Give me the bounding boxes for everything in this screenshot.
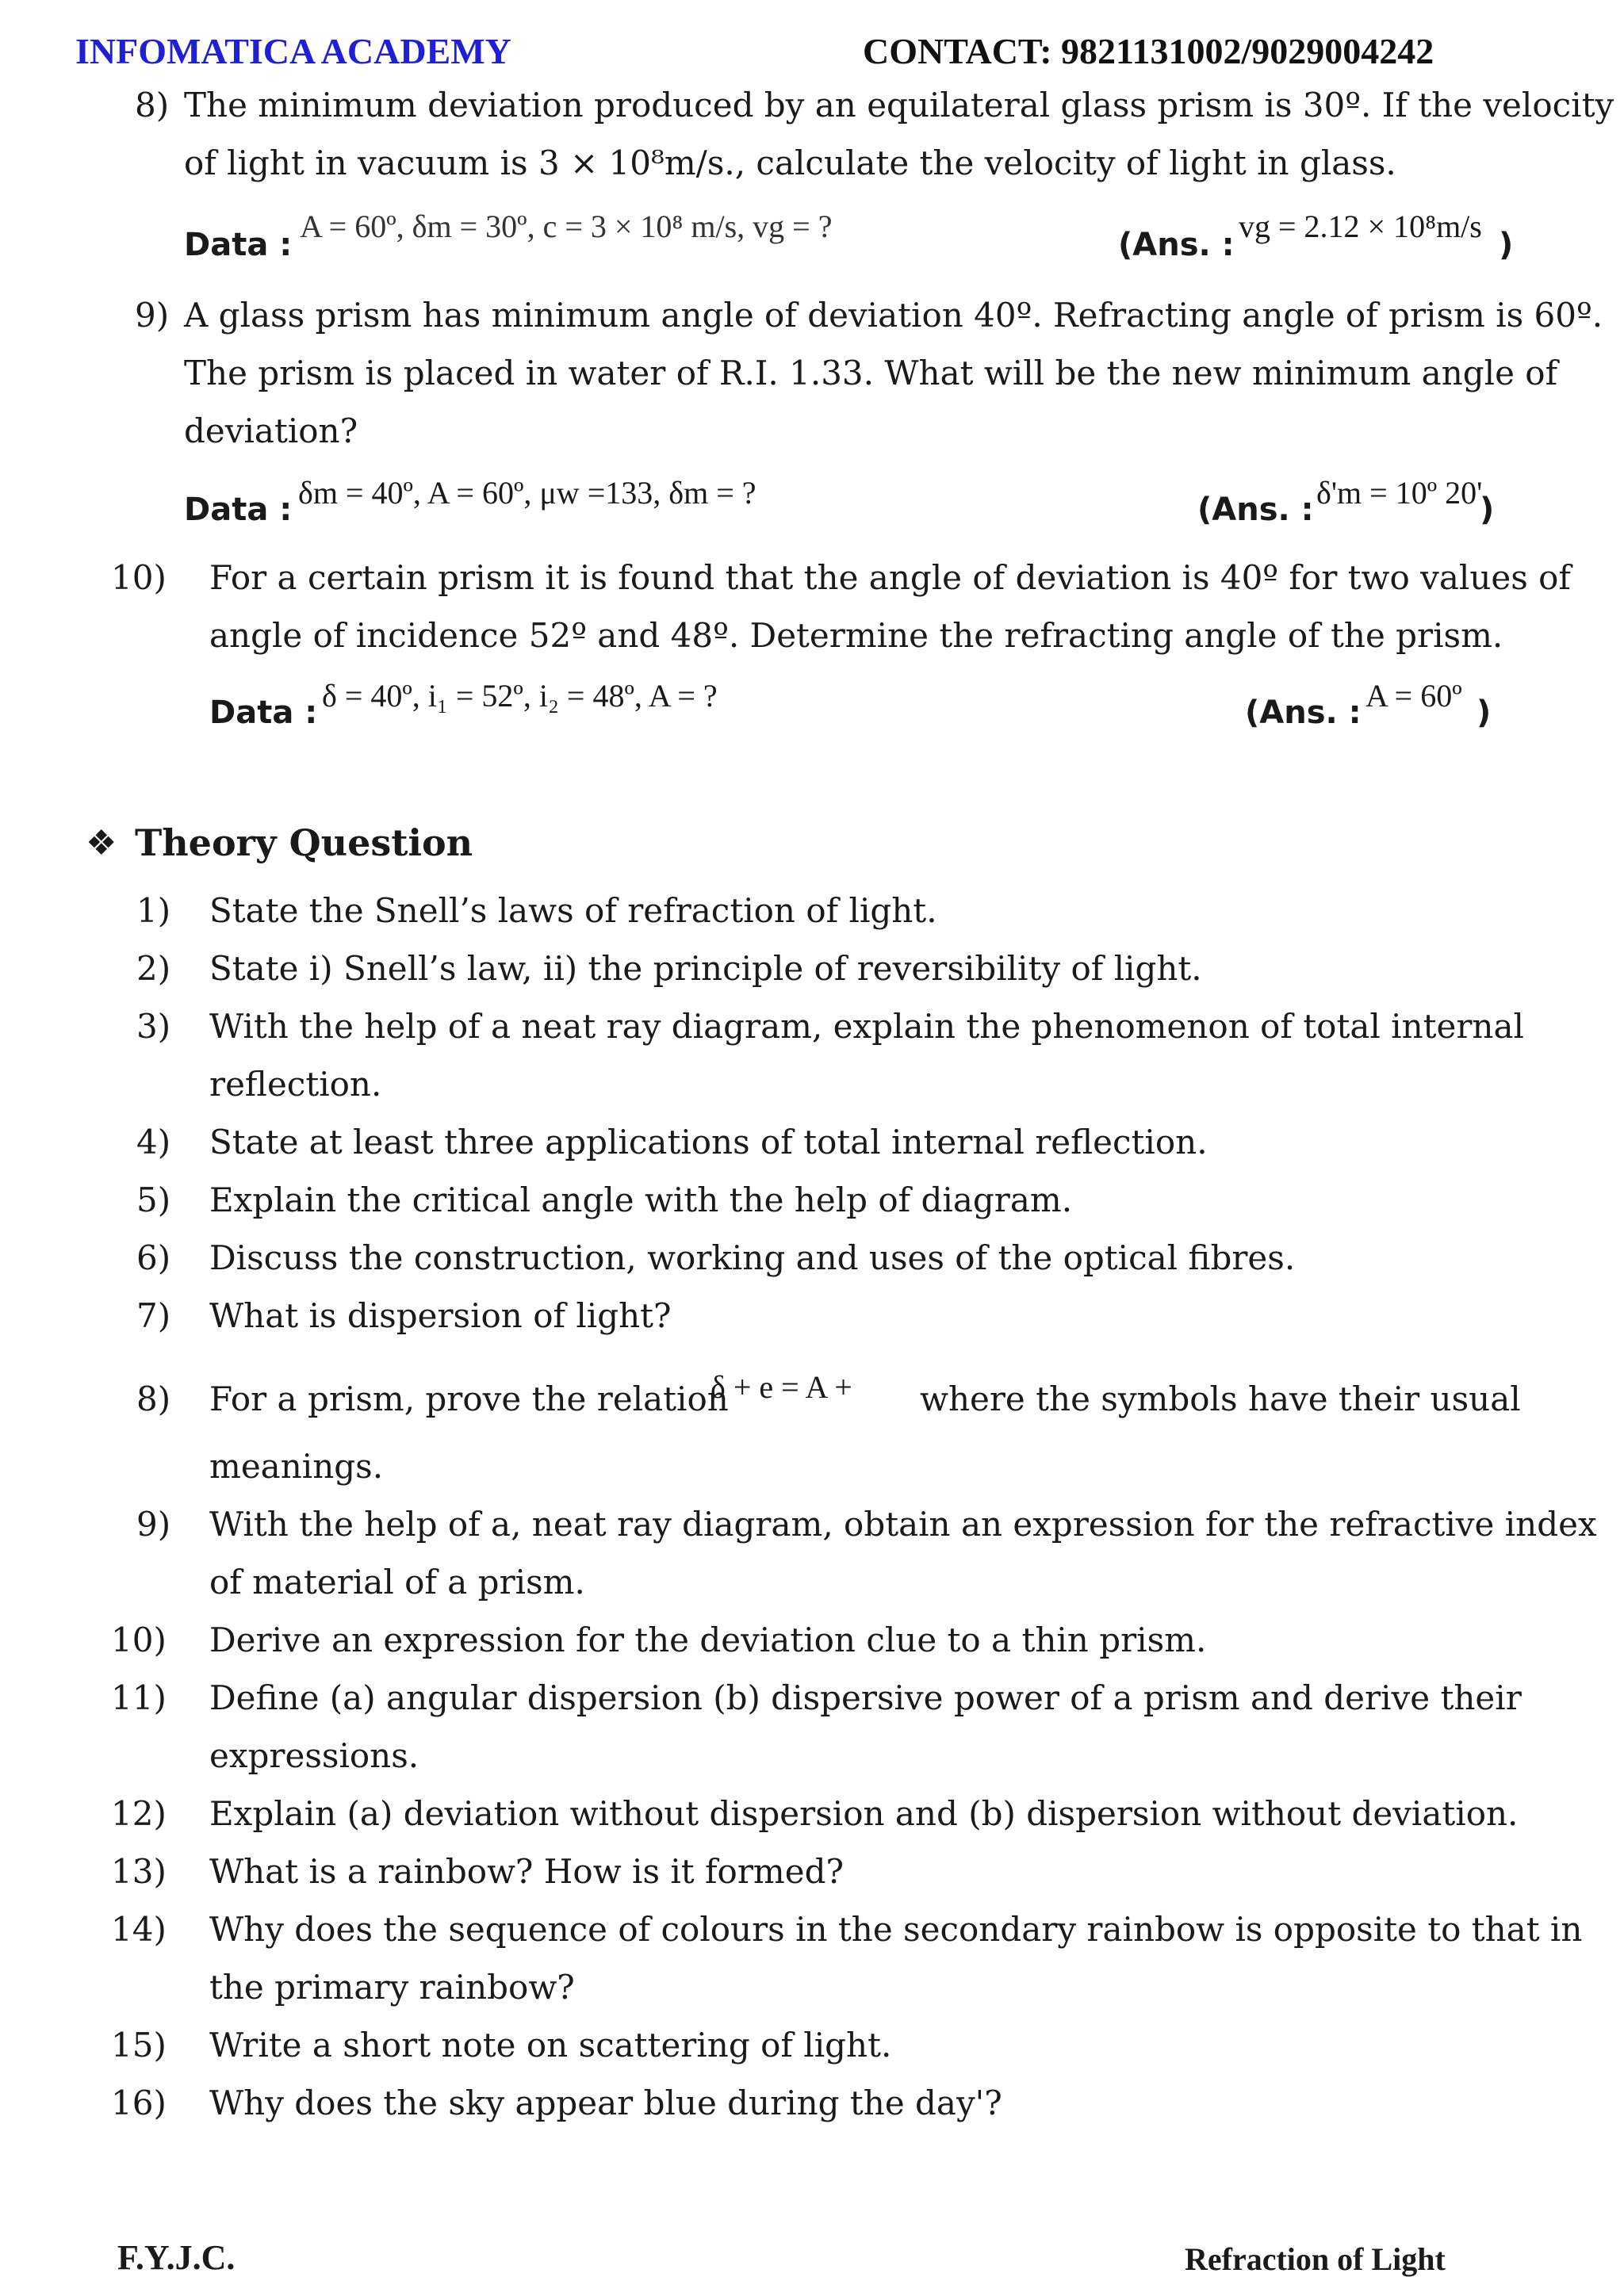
data-formula: A = 60º, δm = 30º, c = 3 × 10⁸ m/s, vg = ? (300, 209, 833, 244)
theory-number: 8) (136, 1380, 171, 1418)
data-label: Data : (209, 695, 318, 731)
theory-line: With the help of a neat ray diagram, explain the phenomenon of total internal (209, 1007, 1524, 1046)
theory-line: Why does the sky appear blue during the day'? (209, 2084, 1002, 2122)
theory-line: With the help of a, neat ray diagram, obtain an expression for the refractive index (209, 1505, 1597, 1544)
answer-close: ) (1480, 492, 1495, 528)
theory-number: 7) (136, 1296, 171, 1335)
contact-info: CONTACT: 9821131002/9029004242 (863, 31, 1434, 71)
answer-label: (Ans. : (1118, 227, 1235, 263)
theory-line: Write a short note on scattering of light. (209, 2026, 892, 2064)
theory-number: 6) (136, 1238, 171, 1277)
section-bullet-icon: ❖ (86, 823, 117, 863)
theory-number: 14) (111, 1910, 167, 1949)
answer-formula: δ'm = 10º 20' (1316, 475, 1483, 511)
answer-close: ) (1477, 695, 1492, 731)
problem-line: The prism is placed in water of R.I. 1.33. What will be the new minimum angle of (184, 354, 1558, 392)
answer-label: (Ans. : (1197, 492, 1314, 528)
answer-label: (Ans. : (1245, 695, 1362, 731)
problem-number: 9) (135, 296, 170, 335)
theory-line: Discuss the construction, working and uses of the optical fibres. (209, 1238, 1296, 1277)
theory-line: Explain the critical angle with the help of diagram. (209, 1181, 1073, 1219)
theory-number: 2) (136, 949, 171, 988)
theory-line: reflection. (209, 1065, 382, 1104)
problem-line: deviation? (184, 411, 358, 450)
theory-line: What is a rainbow? How is it formed? (209, 1852, 845, 1891)
theory-line: What is dispersion of light? (209, 1296, 672, 1335)
theory-number: 9) (136, 1505, 171, 1544)
section-title: Theory Question (135, 821, 473, 864)
problem-line: of light in vacuum is 3 × 10⁸m/s., calculate the velocity of light in glass. (184, 144, 1396, 182)
problem-number: 10) (111, 558, 167, 597)
answer-formula: A = 60º (1365, 678, 1462, 714)
problem-line: The minimum deviation produced by an equilateral glass prism is 30º. If the velocity (184, 86, 1614, 124)
theory-number: 11) (111, 1678, 167, 1717)
problem-line: angle of incidence 52º and 48º. Determine the refracting angle of the prism. (209, 616, 1503, 655)
theory-number: 3) (136, 1007, 171, 1046)
theory-number: 5) (136, 1181, 171, 1219)
relation-formula: δ + e = A + (710, 1369, 852, 1405)
theory-number: 13) (111, 1852, 167, 1891)
answer-formula: vg = 2.12 × 10⁸m/s (1239, 209, 1482, 244)
theory-line: Define (a) angular dispersion (b) dispersive power of a prism and derive their (209, 1678, 1522, 1717)
theory-line: State at least three applications of total internal reflection. (209, 1123, 1208, 1161)
problem-line: For a certain prism it is found that the angle of deviation is 40º for two values of (209, 558, 1571, 597)
theory-line: Why does the sequence of colours in the secondary rainbow is opposite to that in (209, 1910, 1583, 1949)
theory-line: For a prism, prove the relation (209, 1380, 729, 1418)
theory-number: 4) (136, 1123, 171, 1161)
theory-number: 10) (111, 1621, 167, 1659)
theory-line: Explain (a) deviation without dispersion and (b) dispersion without deviation. (209, 1794, 1519, 1833)
footer-chapter: Refraction of Light (1185, 2241, 1446, 2277)
theory-number: 12) (111, 1794, 167, 1833)
problem-number: 8) (135, 86, 170, 124)
theory-line: State i) Snell’s law, ii) the principle of reversibility of light. (209, 949, 1202, 988)
theory-line: the primary rainbow? (209, 1968, 575, 2007)
academy-name: INFOMATICA ACADEMY (75, 31, 511, 71)
theory-line: State the Snell’s laws of refraction of light. (209, 891, 937, 930)
data-label: Data : (184, 492, 293, 528)
data-formula: δ = 40º, i₁ = 52º, i₂ = 48º, A = ? (322, 678, 718, 714)
theory-line: meanings. (209, 1447, 384, 1486)
theory-line: where the symbols have their usual (920, 1380, 1521, 1418)
problem-line: A glass prism has minimum angle of deviation 40º. Refracting angle of prism is 60º. (184, 296, 1603, 335)
theory-number: 15) (111, 2026, 167, 2064)
theory-line: expressions. (209, 1736, 419, 1775)
footer-class: F.Y.J.C. (117, 2238, 236, 2277)
theory-line: Derive an expression for the deviation clue to a thin prism. (209, 1621, 1207, 1659)
answer-close: ) (1499, 227, 1514, 263)
theory-number: 16) (111, 2084, 167, 2122)
theory-line: of material of a prism. (209, 1563, 585, 1601)
data-label: Data : (184, 227, 293, 263)
data-formula: δm = 40º, A = 60º, μw =133, δm = ? (298, 475, 756, 511)
theory-number: 1) (136, 891, 171, 930)
